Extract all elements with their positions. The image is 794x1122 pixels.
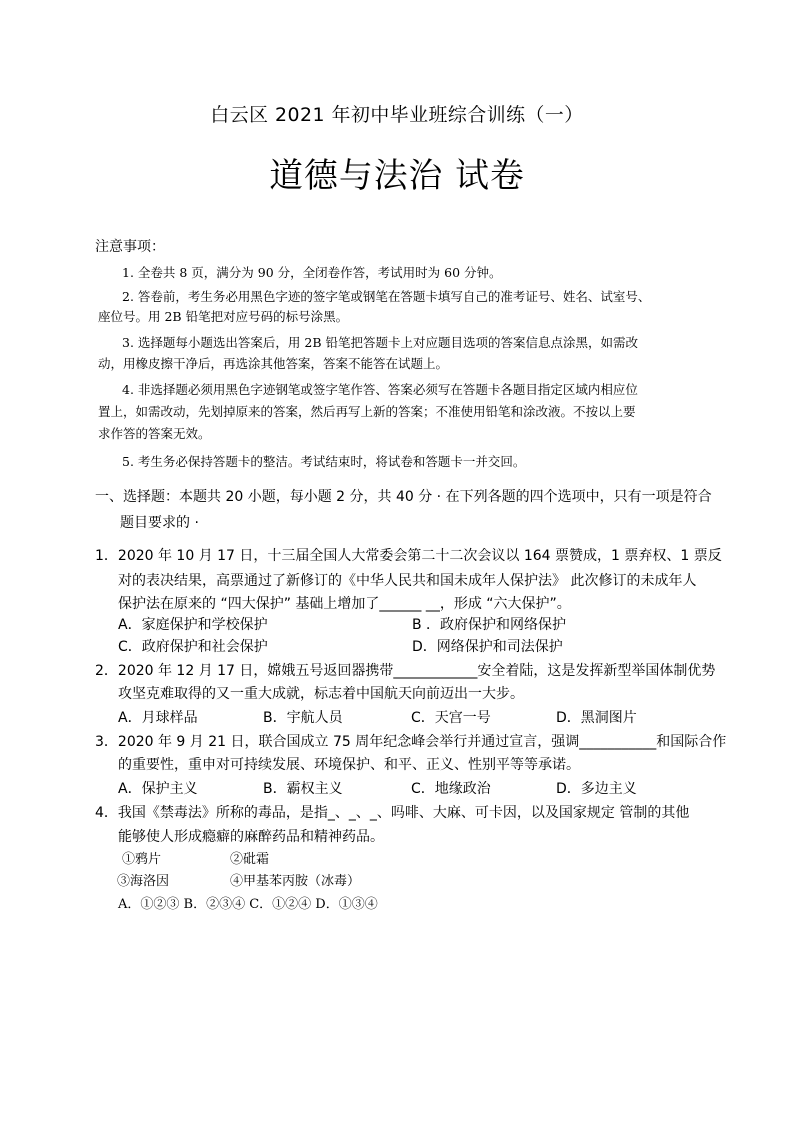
question-1-option-d: D．网络保护和司法保护 (412, 639, 563, 655)
question-4-item-3: ③海洛因 (117, 874, 170, 889)
question-3-text: 的重要性，重申对可持续发展、环境保护、和平、正义、性别平等等承诺。 (118, 757, 580, 773)
question-2-option-d: D．黑洞图片 (556, 710, 637, 726)
question-1-option-a: A．家庭保护和学校保护 (118, 617, 268, 633)
question-1-option-c: C．政府保护和社会保护 (118, 639, 268, 655)
question-3-option-a: A．保护主义 (118, 781, 198, 797)
question-4-options: A．①②③ B．②③④ C．①②④ D．①③④ (118, 897, 378, 912)
question-1-text: 保护法在原来的 “四大保护” 基础上增加了______ __，形成 “六大保护”。 (118, 596, 571, 612)
question-1-text: 1．2020 年 10 月 17 日，十三届全国人大常委会第二十二次会议以 164 票赞成，1 票弃权、1 票反 (95, 548, 722, 564)
question-4-item-4: ④甲基苯丙胺（冰毒） (230, 874, 361, 889)
exam-title: 道德与法治 试卷 (269, 156, 525, 195)
question-4-text: 4．我国《禁毒法》所称的毒品，是指_、_、_、吗啡、大麻、可卡因，以及国家规定 管制的其他 (95, 805, 690, 821)
question-3-option-d: D．多边主义 (556, 781, 637, 797)
exam-subtitle: 白云区 2021 年初中毕业班综合训练（一） (210, 104, 584, 126)
note-line: 座位号。用 2B 铅笔把对应号码的标号涂黑。 (98, 309, 349, 324)
question-4-text: 能够使人形成瘾癖的麻醉药品和精神药品。 (118, 829, 384, 845)
note-line: 5. 考生务必保持答题卡的整洁。考试结束时，将试卷和答题卡一并交回。 (122, 454, 526, 469)
question-1-option-b: B ．政府保护和网络保护 (412, 617, 567, 633)
question-3-option-c: C．地缘政治 (411, 781, 491, 797)
question-2-option-a: A．月球样品 (118, 710, 198, 726)
question-4-item-2: ②砒霜 (230, 852, 270, 867)
question-2-text: 2．2020 年 12 月 17 日，嫦娥五号返回器携带____________安全着陆，这是发挥新型举国体制优势 (95, 663, 716, 679)
section-heading-cont: 题目要求的 · (120, 515, 199, 531)
note-line: 4. 非选择题必须用黑色字迹钢笔或签字笔作答、答案必须写在答题卡各题目指定区域内相应位 (122, 382, 638, 397)
notes-heading: 注意事项： (95, 239, 165, 255)
question-2-option-b: B．宇航人员 (263, 710, 343, 726)
question-4-item-1: ①鸦片 (122, 852, 162, 867)
note-line: 2. 答卷前，考生务必用黑色字迹的签字笔或钢笔在答题卡填写自己的准考证号、姓名、试室号、 (122, 289, 651, 304)
question-2-option-c: C．天宫一号 (411, 710, 491, 726)
section-heading: 一、选择题：本题共 20 小题，每小题 2 分，共 40 分 · 在下列各题的四个选项中，只有一项是符合 (95, 489, 712, 505)
note-line: 求作答的答案无效。 (98, 426, 211, 441)
note-line: 1. 全卷共 8 页，满分为 90 分，全闭卷作答，考试用时为 60 分钟。 (122, 265, 502, 280)
note-line: 动，用橡皮擦干净后，再选涂其他答案，答案不能答在试题上。 (98, 356, 449, 371)
note-line: 3. 选择题每小题选出答案后，用 2B 铅笔把答题卡上对应题目选项的答案信息点涂黑，如需改 (122, 335, 638, 350)
question-3-text: 3．2020 年 9 月 21 日，联合国成立 75 周年纪念峰会举行并通过宣言，强调___________和国际合作 (95, 734, 727, 750)
question-3-option-b: B．霸权主义 (263, 781, 343, 797)
question-2-text: 攻坚克难取得的又一重大成就，标志着中国航天向前迈出一大步。 (118, 686, 524, 702)
note-line: 置上，如需改动，先划掉原来的答案，然后再写上新的答案；不准使用铅笔和涂改液。不按以上要 (98, 404, 636, 419)
question-1-text: 对的表决结果，高票通过了新修订的《中华人民共和国未成年人保护法》 此次修订的未成年人 (118, 573, 697, 589)
